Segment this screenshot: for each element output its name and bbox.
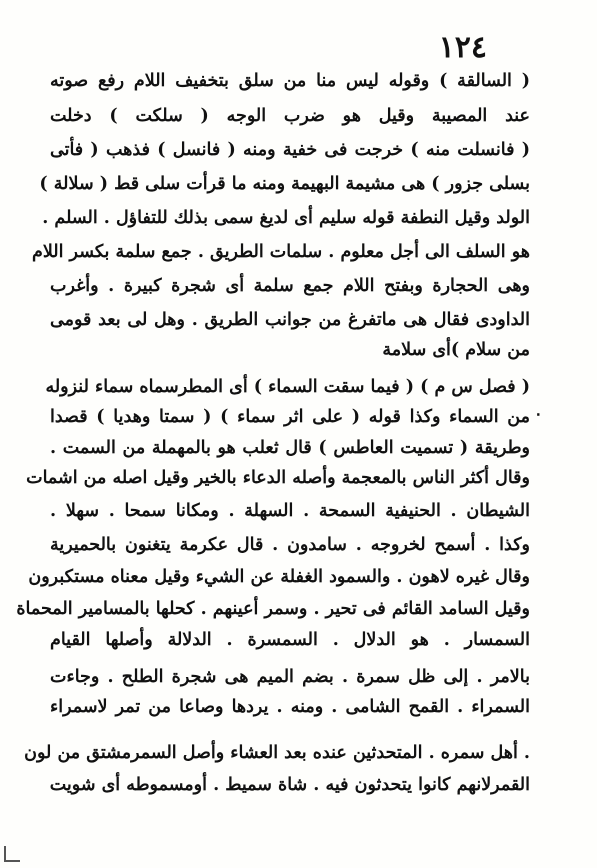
text-line-1: ( السالقة ) وقوله ليس منا من سلق بتخفيف اللام رفع صوته [50, 71, 530, 91]
text-line-7: وهى الحجارة وبفتح اللام جمع سلمة أى شجرة كبيرة . وأغرب [50, 276, 530, 296]
text-line-16: وقال غيره لاهون . والسمود الغفلة عن الشيء وقيل معناه مستكبرون [28, 567, 530, 587]
text-line-10: ( فصل س م ) ( فيما سقت السماء ) أى المطرسماه سماء لنزوله [45, 377, 530, 397]
text-line-12: وطريقة ( تسميت العاطس ) قال ثعلب هو بالمهملة من السمت . [50, 438, 530, 458]
text-line-11: من السماء وكذا قوله ( على اثر سماء ) ( سمتا وهديا ) قصدا [50, 407, 530, 427]
page-number: ١٢٤ [438, 30, 487, 65]
text-line-21: . أهل سمره . المتحدثين عنده بعد العشاء وأصل السمرمشتق من لون [24, 743, 530, 763]
text-line-20: السمراء . القمح الشامى . ومنه . يردها وصاعا من تمر لاسمراء [50, 697, 530, 717]
text-line-13: وقال أكثر الناس بالمعجمة وأصله الدعاء بالخير وقيل اصله من اشمات [26, 468, 530, 488]
text-line-5: الولد وقيل النطفة قوله سليم أى لديغ سمى بذلك للتفاؤل . السلم . [42, 208, 530, 228]
text-line-14: الشيطان . الحنيفية السمحة . السهلة . ومكانا سمحا . سهلا . [50, 501, 530, 521]
text-line-22: القمرلانهم كانوا يتحدثون فيه . شاة سميط . أومسموطه أى شويت [49, 775, 530, 795]
text-line-19: بالامر . إلى ظل سمرة . بضم الميم هى شجرة الطلح . وجاءت [50, 667, 530, 687]
margin-mark: ٠ [534, 404, 543, 423]
text-line-15: وكذا . أسمح لخروجه . سامدون . قال عكرمة يتغنون بالحميرية [50, 535, 530, 555]
text-line-6: هو السلف الى أجل معلوم . سلمات الطريق . جمع سلمة بكسر اللام [31, 242, 530, 262]
text-line-2: عند المصيبة وقيل هو ضرب الوجه ( سلكت ) دخلت [50, 106, 530, 126]
text-line-18: السمسار . هو الدلال . السمسرة . الدلالة وأصلها القيام [50, 630, 530, 650]
text-line-3: ( فانسلت منه ) خرجت فى خفية ومنه ( فانسل ) فذهب ( فأتى [50, 140, 530, 160]
text-line-8: الداودى فقال هى ماتفرغ من جوانب الطريق . وهل لى بعد قومى [50, 310, 530, 330]
text-line-4: بسلى جزور ) هى مشيمة البهيمة ومنه ما قرأت سلى قط ( سلالة ) [39, 174, 530, 194]
scan-corner-mark [4, 846, 20, 862]
text-line-17: وقيل السامد القائم فى تحير . وسمر أعينهم . كحلها بالمسامير المحماة [16, 599, 530, 619]
text-line-9: من سلام )أى سلامة [382, 340, 530, 360]
